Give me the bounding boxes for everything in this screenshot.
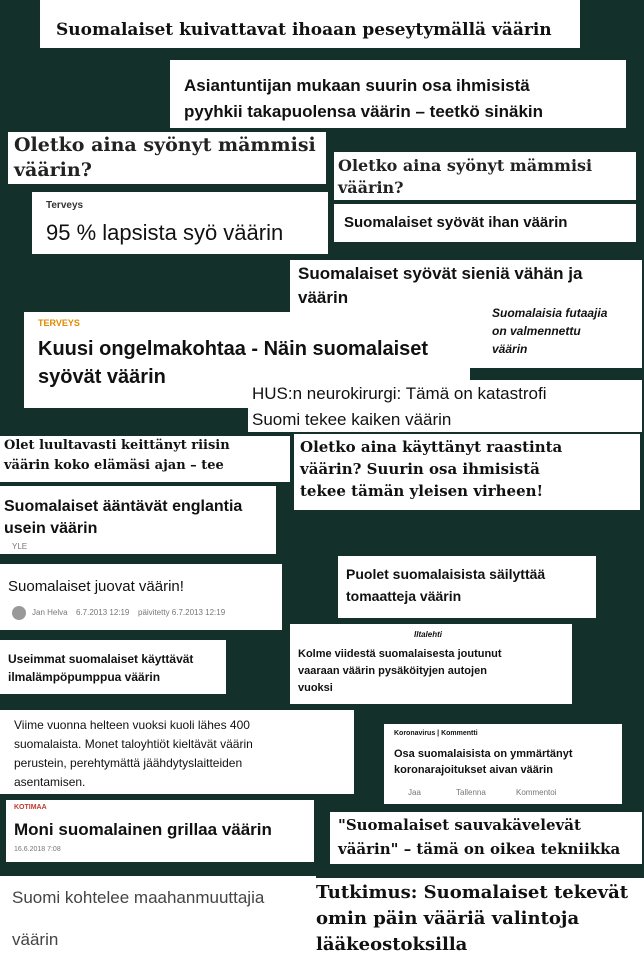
headline-line-2: koronarajoitukset aivan väärin — [394, 764, 553, 776]
headline-line-2: usein väärin — [4, 520, 98, 537]
author: Jan Helva — [32, 608, 68, 617]
headline-line-1: Puolet suomalaisista säilyttää — [346, 566, 546, 582]
headline-clip-6 — [334, 204, 636, 242]
headline-line-2: väärin? Suurin osa ihmisistä — [300, 460, 540, 478]
section-label: TERVEYS — [38, 318, 80, 328]
date: 6.7.2013 12:19 — [76, 608, 130, 617]
headline-line-1: Suomalaisia futaajia — [492, 306, 608, 320]
headline-line-2: Suomi tekee kaiken väärin — [252, 410, 452, 429]
headline-line-1: Osa suomalaisista on ymmärtänyt — [394, 748, 573, 760]
headline-line-1: Oletko aina syönyt mämmisi — [338, 156, 593, 175]
headline-line-2: omin päin vääriä valintoja — [316, 908, 580, 929]
headline-line-2: vaaraan väärin pysäköityjen autojen — [298, 665, 487, 677]
headline-line-3: väärin — [492, 342, 528, 356]
headline-clip-14 — [0, 564, 282, 630]
headline-line-1: Olet luultavasti keittänyt riisin — [4, 438, 230, 453]
headline-clip-2 — [170, 60, 626, 128]
share-action[interactable]: Jaa — [408, 788, 421, 797]
headline-clip-10 — [248, 380, 642, 432]
headline-clip-13 — [0, 486, 276, 554]
headline: Suomalaiset kuivattavat ihoaan peseytymällä väärin — [56, 20, 552, 40]
updated-date: päivitetty 6.7.2013 12:19 — [138, 608, 226, 617]
headline-line-1: Suomi kohtelee maahanmuuttajia — [12, 888, 265, 907]
save-action[interactable]: Tallenna — [456, 788, 486, 797]
headline-clip-23 — [310, 878, 644, 960]
headline-clip-11 — [0, 436, 290, 482]
headline-line-1: Kuusi ongelmakohtaa - Näin suomalaiset — [38, 338, 429, 360]
headline-line-3: lääkeostoksilla — [316, 934, 468, 955]
headline-clip-9 — [470, 304, 642, 368]
headline-line-1: Suomalaiset ääntävät englantia — [4, 498, 243, 515]
section-label: Terveys — [46, 200, 84, 211]
headline-line-2: syövät väärin — [38, 366, 166, 388]
headline-line-1: Tutkimus: Suomalaiset tekevät — [316, 882, 629, 903]
paragraph-line-2: suomalaista. Monet taloyhtiöt kieltävät väärin — [14, 737, 253, 751]
headline-line-2: ilmalämpöpumppua väärin — [8, 670, 161, 684]
source-label: YLE — [12, 542, 28, 551]
headline-line-3: vuoksi — [298, 682, 333, 694]
headline-clip-15 — [338, 556, 596, 618]
headline-line-1: Useimmat suomalaiset käyttävät — [8, 652, 194, 666]
headline-clip-17 — [290, 624, 572, 704]
headline-line-2: tomaatteja väärin — [346, 588, 462, 604]
paragraph-line-1: Viime vuonna helteen vuoksi kuoli lähes 400 — [14, 718, 250, 732]
headline-clip-12 — [294, 434, 640, 510]
headline-clip-21 — [330, 812, 642, 864]
headline-line-1: Kolme viidestä suomalaisesta joutunut — [298, 648, 502, 660]
headline-clip-5 — [32, 192, 328, 254]
headline: Suomalaiset juovat väärin! — [8, 578, 184, 595]
headline-clip-18 — [0, 710, 354, 794]
headline-line-2: väärin — [12, 930, 59, 949]
headline-line-1: HUS:n neurokirurgi: Tämä on katastrofi — [252, 384, 547, 403]
headline-clip-4 — [334, 152, 636, 200]
headline: Suomalaiset syövät ihan väärin — [344, 214, 568, 231]
headline-line-1: "Suomalaiset sauvakävelevät — [338, 816, 581, 834]
headline-line-2: väärin? — [338, 178, 404, 197]
headline-line-2: väärin koko elämäsi ajan – tee — [4, 458, 224, 473]
headline-line-2: väärin" – tämä on oikea tekniikka — [338, 840, 621, 858]
paragraph-line-4: asentamisen. — [14, 775, 86, 789]
headline-clip-22 — [0, 876, 316, 960]
headline: 95 % lapsista syö väärin — [46, 220, 284, 245]
headline-line-3: tekee tämän yleisen virheen! — [300, 482, 544, 500]
headline-clip-3 — [8, 132, 326, 184]
date: 16.6.2018 7:08 — [14, 846, 61, 853]
source-label: Iltalehti — [414, 630, 443, 639]
headline-line-2: on valmennettu — [492, 324, 581, 338]
paragraph-line-3: perustein, perehtymättä jäähdytyslaitteiden — [14, 756, 243, 770]
comment-action[interactable]: Kommentoi — [516, 788, 557, 797]
headline-line-1: Oletko aina käyttänyt raastinta — [300, 438, 563, 456]
headline-line-2: väärin — [298, 288, 349, 307]
headline-clip-19 — [384, 724, 622, 804]
avatar — [12, 606, 26, 620]
headline: Moni suomalainen grillaa väärin — [14, 820, 272, 839]
headline-line-1: Asiantuntijan mukaan suurin osa ihmisistä — [184, 76, 530, 95]
headline-line-2: pyyhkii takapuolensa väärin – teetkö sinäkin — [184, 102, 544, 121]
headline-line-1: Suomalaiset syövät sieniä vähän ja — [298, 264, 583, 283]
headline-clip-20 — [6, 800, 314, 862]
headline-line-2: väärin? — [14, 159, 92, 181]
section-label: KOTIMAA — [14, 804, 47, 811]
section-label: Koronavirus | Kommentti — [394, 730, 478, 737]
headline-clip-1 — [40, 0, 580, 48]
headline-line-1: Oletko aina syönyt mämmisi — [14, 134, 316, 156]
headline-clip-16 — [0, 640, 226, 694]
